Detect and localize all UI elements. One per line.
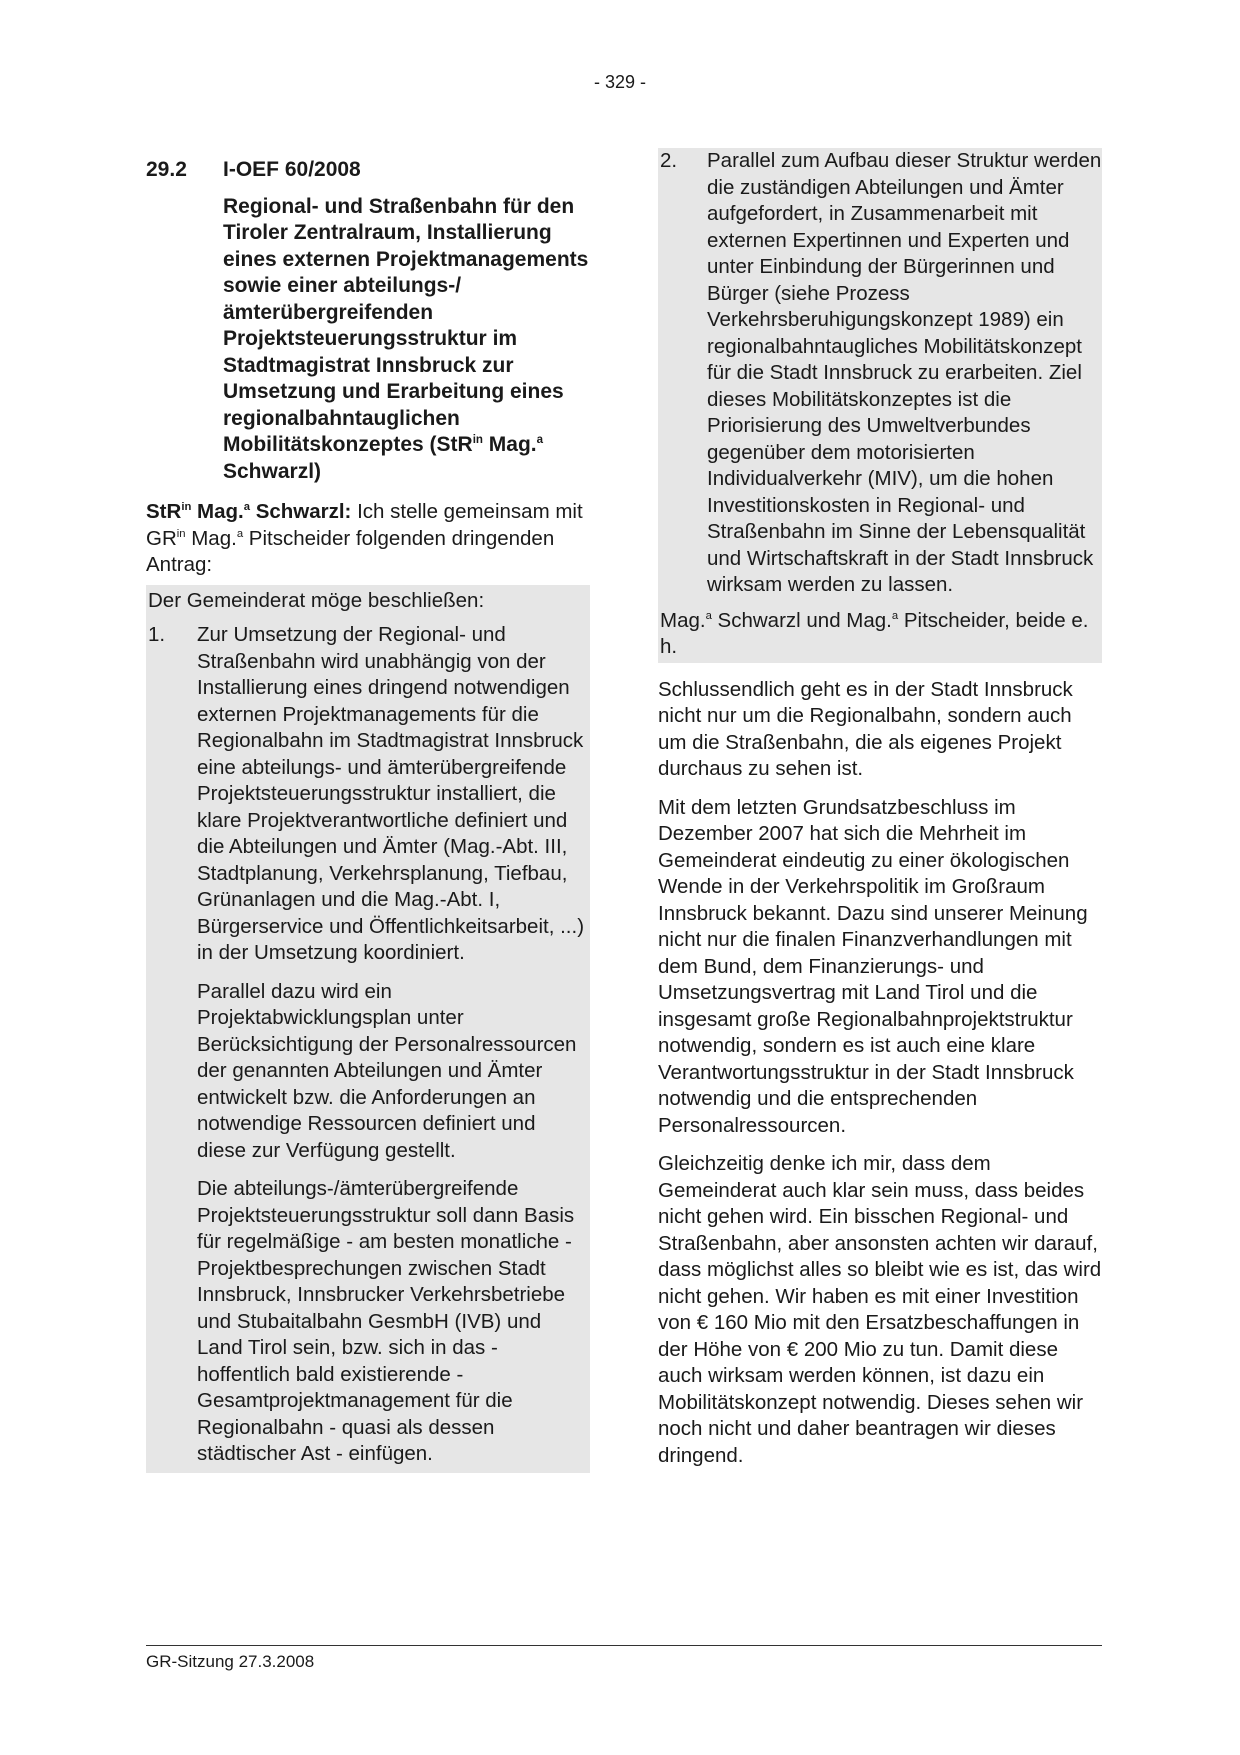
speaker-name [146, 500, 351, 523]
section-title-text: Schwarzl) [223, 459, 322, 483]
superscript: a [705, 609, 712, 622]
right-column [658, 148, 1102, 1469]
speaker-text: Ich stelle gemeinsam mit GR [146, 500, 583, 550]
speaker-name-text: Schwarzl: [250, 500, 352, 523]
speaker-text: Pitscheider folgenden dringenden Antrag: [146, 526, 555, 576]
speech-text [658, 677, 1102, 1470]
motion-block-continued [658, 148, 1102, 663]
speaker-paragraph [146, 499, 590, 579]
section-number: 29.2 [146, 158, 187, 181]
left-column [146, 157, 590, 1473]
signature-text: Pitscheider, beide e. h. [660, 608, 1089, 658]
section-title [223, 194, 590, 486]
speaker-name-text: Mag. [191, 500, 244, 523]
list-marker: 1. [148, 623, 166, 646]
motion-paragraph: Parallel dazu wird ein Projektabwicklungsplan unter Berücksichtigung der Personalressourcen der genannten Abteilungen und Ämter entwickelt bzw. die Anforderungen an notwendige Ressourcen definiert und diese zur Verfügung gestellt. [197, 979, 577, 1162]
signature-text: Schwarzl und Mag. [711, 608, 892, 632]
motion-item-body [707, 148, 1102, 599]
speech-paragraph: Gleichzeitig denke ich mir, dass dem Gemeinderat auch klar sein muss, dass beides nicht gehen wird. Ein bisschen Regional- und Straßenbahn, aber ansonsten achten wir darauf, dass möglichst alles so bleibt wie es ist, das wird nicht gehen. Wir haben es mit einer Investition von € 160 Mio mit den Ersatzbeschaffungen in der Höhe von € 200 Mio zu tun. Damit diese auch wirksam werden können, ist dazu ein Mobilitätskonzept notwendig. Dieses sehen wir noch nicht und daher beantragen wir dieses dringend. [658, 1152, 1102, 1467]
superscript: a [891, 609, 899, 622]
superscript: in [181, 501, 192, 514]
page-number: - 329 - [593, 72, 647, 92]
footer-text: GR-Sitzung 27.3.2008 [146, 1652, 315, 1671]
footer-divider [146, 1645, 1102, 1646]
section-title-text: Regional- und Straßenbahn für den Tiroler Zentralraum, Installierung eines externen Projektmanagements sowie einer abteilungs-/ämterübergreifenden Projektsteuerungsstruktur im Stadtmagistrat Innsbruck zur Umsetzung und Erarbeitung eines regionalbahntauglichen Mobilitätskonzeptes (StR [223, 194, 589, 456]
superscript: in [472, 434, 483, 446]
motion-paragraph: Zur Umsetzung der Regional- und Straßenbahn wird unabhängig von der Installierung eines dringend notwendigen externen Projektmanagements für die Regionalbahn im Stadtmagistrat Innsbruck eine abteilungs- und ämterübergreifende Projektsteuerungsstruktur installiert, die klare Projektverantwortliche definiert und die Abteilungen und Ämter (Mag.-Abt. III, Stadtplanung, Verkehrsplanung, Tiefbau, Grünanlagen und die Mag.-Abt. I, Bürgerservice und Öffentlichkeitsarbeit, ...) in der Umsetzung koordiniert. [197, 623, 585, 964]
motion-block [146, 585, 590, 1473]
motion-item-body [195, 622, 590, 1468]
signature-text: Mag. [660, 608, 706, 632]
superscript: a [236, 527, 244, 540]
speech-paragraph: Mit dem letzten Grundsatzbeschluss im Dezember 2007 hat sich die Mehrheit im Gemeinderat eindeutig zu einer ökologischen Wende in der Verkehrspolitik im Großraum Innsbruck bekannt. Dazu sind unserer Meinung nicht nur die finalen Finanzverhandlungen mit dem Bund, dem Finanzierungs- und Umsetzungsvertrag mit Land Tirol und die insgesamt große Regionalbahnprojektstruktur notwendig, sondern es ist auch eine klare Verantwortungsstruktur in der Stadt Innsbruck notwendig und die entsprechenden Personalressourcen. [658, 795, 1088, 1137]
motion-item-1 [146, 622, 590, 1468]
motion-paragraph: Die abteilungs-/ämterübergreifende Projektsteuerungsstruktur soll dann Basis für regelmäßige - am besten monatliche - Projektbesprechungen zwischen Stadt Innsbruck, Innsbrucker Verkehrsbetriebe und Stubaitalbahn GesmbH (IVB) und Land Tirol sein, bzw. sich in das - hoffentlich bald existierende - Gesamtprojektmanagement für die Regionalbahn - quasi als dessen städtischer Ast - einfügen. [197, 1177, 575, 1465]
section-heading [146, 157, 590, 184]
superscript: in [176, 527, 186, 540]
speaker-name-text: StR [146, 500, 182, 523]
section-title-text: Mag. [482, 433, 537, 456]
superscript: a [536, 434, 544, 446]
speech-paragraph: Schlussendlich geht es in der Stadt Innsbruck nicht nur um die Regionalbahn, sondern auch um die Straßenbahn, die als eigenes Projekt durchaus zu sehen ist. [658, 677, 1073, 780]
speaker-text: Mag. [185, 526, 237, 550]
list-marker: 2. [660, 149, 678, 172]
motion-intro: Der Gemeinderat möge beschließen: [148, 588, 485, 612]
motion-paragraph: Parallel zum Aufbau dieser Struktur werden die zuständigen Abteilungen und Ämter aufgefordert, in Zusammenarbeit mit externen Expertinnen und Experten und unter Einbindung der Bürgerinnen und Bürger (siehe Prozess Verkehrsberuhigungskonzept 1989) ein regionalbahntaugliches Mobilitätskonzept für die Stadt Innsbruck zu erarbeiten. Ziel dieses Mobilitätskonzeptes ist die Priorisierung des Umweltverbundes gegenüber dem motorisierten Individualverkehr (MIV), um die hohen Investitionskosten in Regional- und Straßenbahn im Sinne der Lebensqualität und Wirtschaftskraft in der Stadt Innsbruck wirksam werden zu lassen. [707, 149, 1102, 596]
motion-signature [658, 608, 1102, 661]
superscript: a [243, 501, 250, 514]
section-code: I-OEF 60/2008 [223, 158, 361, 181]
motion-item-2 [658, 148, 1102, 599]
